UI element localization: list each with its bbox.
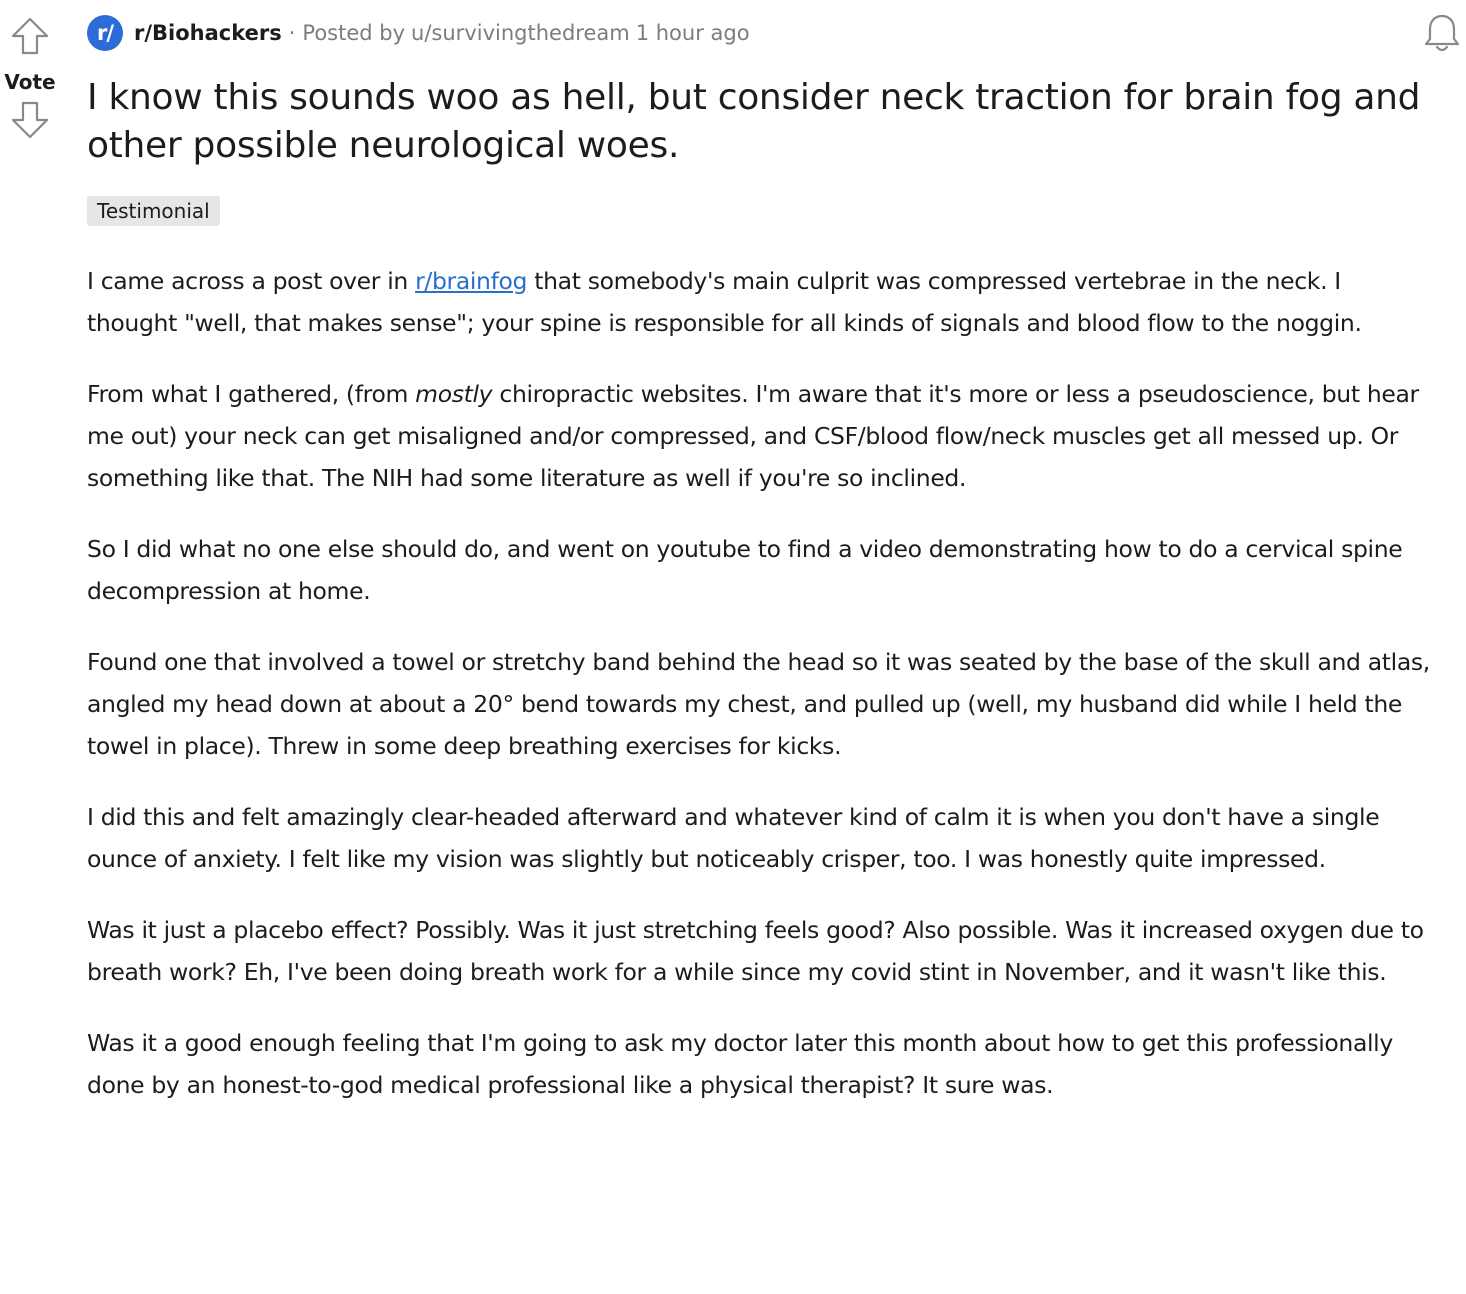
post-paragraph: I did this and felt amazingly clear-headed afterward and whatever kind of calm it is when you don't have a single ounce of anxiety. I felt like my vision was slightly but noticeably crisper, too. I was honestly quite impressed. — [87, 803, 1380, 873]
post-paragraph: Was it a good enough feeling that I'm going to ask my doctor later this month about how to get this professionally done by an honest-to-god medical professional like a physical therapist? It sure was. — [87, 1029, 1393, 1099]
posted-by-label: Posted by — [302, 21, 406, 45]
downvote-button[interactable] — [8, 98, 52, 142]
post-title[interactable]: I know this sounds woo as hell, but consider neck traction for brain fog and other possible neurological woes. — [87, 77, 1421, 166]
subreddit-link[interactable]: r/Biohackers — [134, 21, 282, 45]
subreddit-icon[interactable]: r/ — [87, 15, 123, 51]
vote-column — [0, 14, 60, 142]
upvote-button[interactable] — [8, 14, 52, 58]
arrow-up-icon — [10, 16, 50, 56]
post-timestamp[interactable]: 1 hour ago — [635, 21, 750, 45]
subreddit-brainfog-link[interactable]: r/brainfog — [415, 267, 528, 295]
post-paragraph: Found one that involved a towel or stretchy band behind the head so it was seated by the base of the skull and atlas, angled my head down at about a 20° bend towards my chest, and pulled up (well, my husband did while I held the towel in place). Threw in some deep breathing exercises for kicks. — [87, 648, 1430, 760]
emphasis-text: mostly — [415, 380, 493, 408]
paragraph-text: I came across a post over in — [87, 267, 416, 295]
post-meta — [87, 14, 1432, 52]
vote-label: Vote — [4, 70, 56, 94]
meta-separator: · — [288, 21, 296, 45]
post-container — [87, 14, 1432, 1135]
post-paragraph — [87, 260, 1432, 344]
author-link[interactable]: u/survivingthedream — [411, 21, 630, 45]
paragraph-text: chiropractic websites. I'm aware that it's more or less a pseudoscience, but hear me out) your neck can get misaligned and/or compressed, and CSF/blood flow/neck muscles get all messed up. Or something like that. The NIH had some literature as well if you're so inclined. — [87, 380, 1419, 492]
post-paragraph: So I did what no one else should do, and went on youtube to find a video demonstrating how to do a cervical spine decompression at home. — [87, 535, 1403, 605]
post-paragraph: Was it just a placebo effect? Possibly. Was it just stretching feels good? Also possible. Was it increased oxygen due to breath work? Eh, I've been doing breath work for a while since my covid stint in November, and it wasn't like this. — [87, 916, 1424, 986]
post-body — [87, 260, 1432, 1106]
paragraph-text: that somebody's main culprit was compressed vertebrae in the neck. I thought "well, that makes sense"; your spine is responsible for all kinds of signals and blood flow to the noggin. — [87, 267, 1362, 337]
arrow-down-icon — [10, 100, 50, 140]
paragraph-text: From what I gathered, (from — [87, 380, 416, 408]
post-flair[interactable]: Testimonial — [87, 196, 220, 226]
post-paragraph — [87, 373, 1432, 499]
